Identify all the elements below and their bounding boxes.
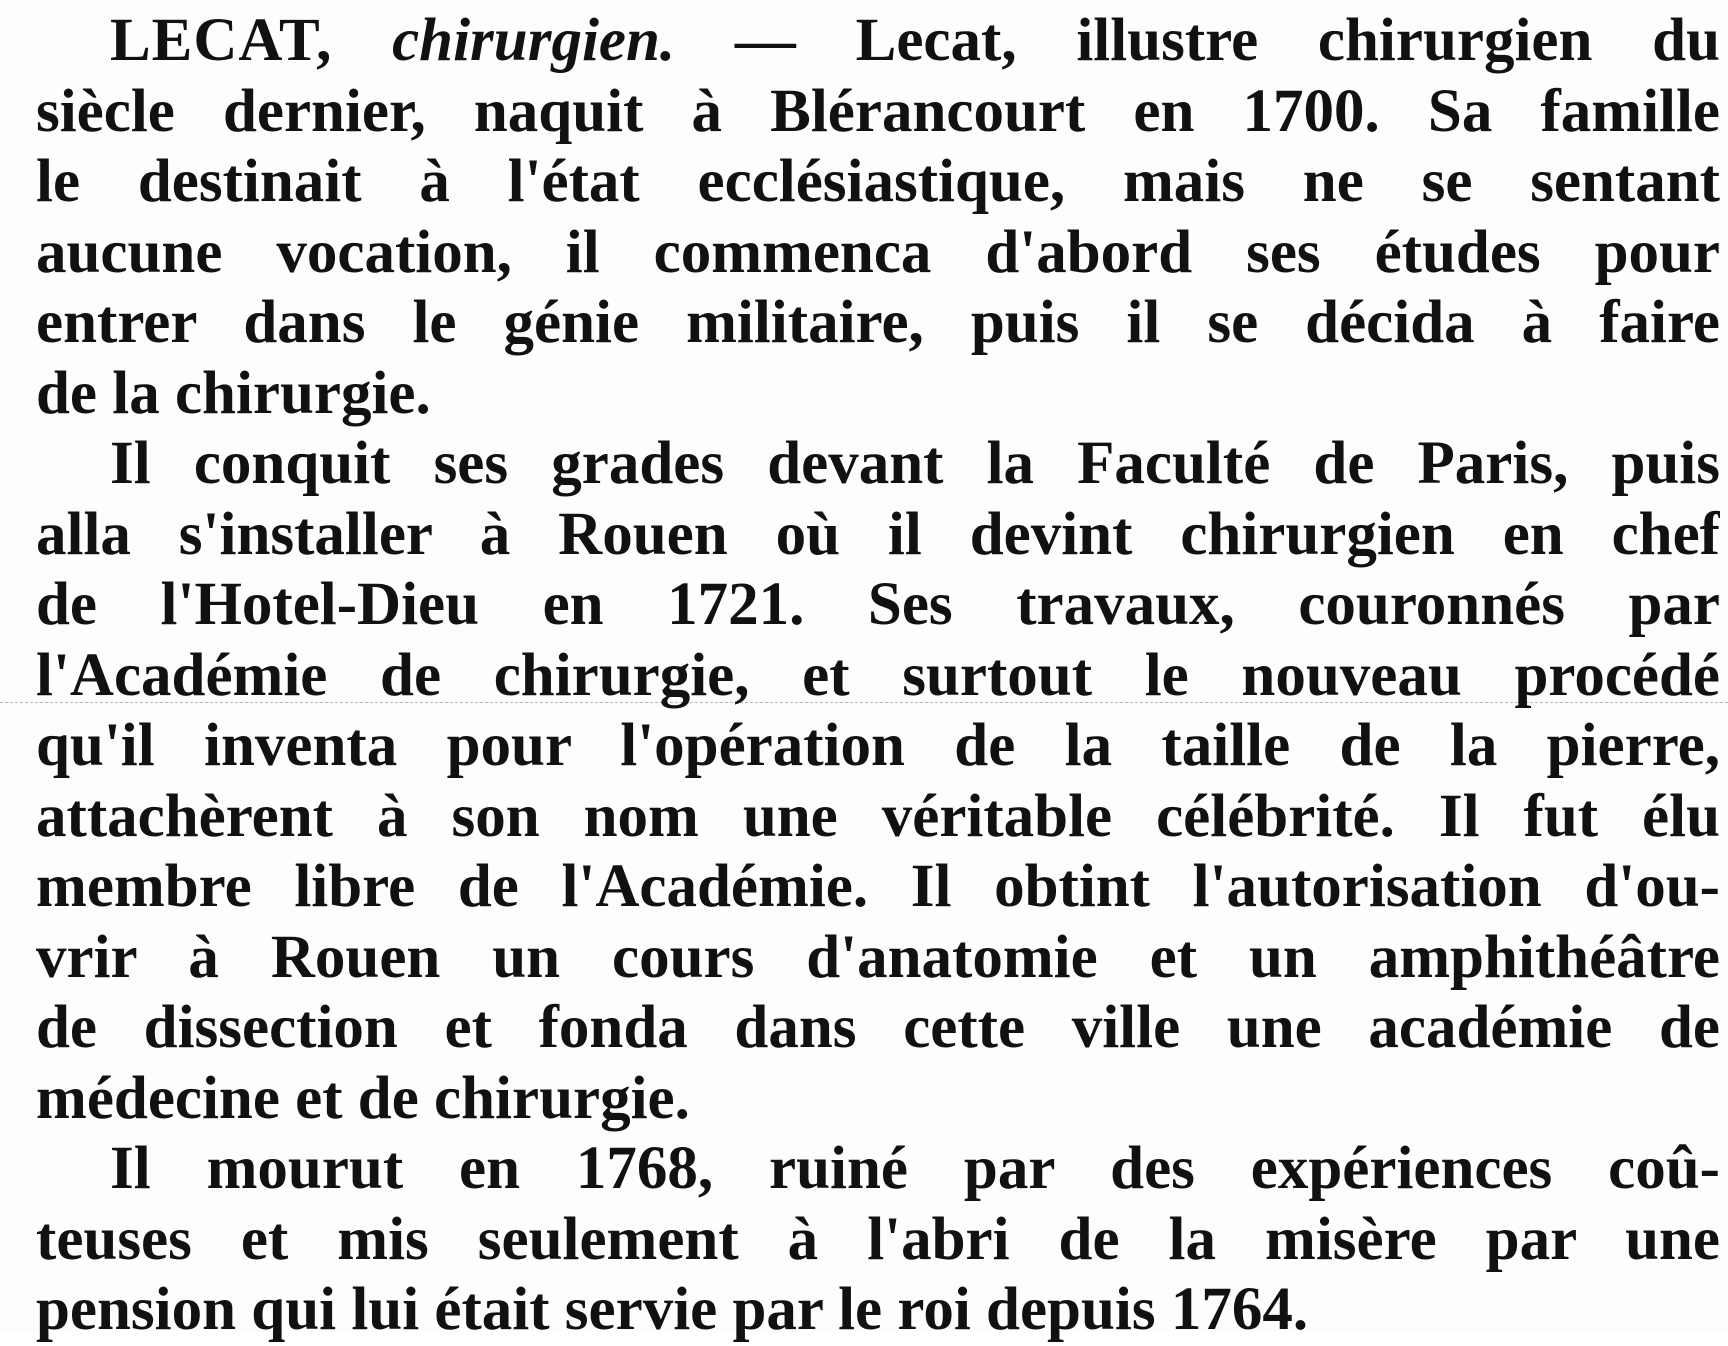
text-line: vrir à Rouen un cours d'anatomie et un amphithéâtre	[36, 923, 1720, 991]
text-line: qu'il inventa pour l'opération de la taille de la pierre,	[36, 712, 1720, 779]
text-line: de la chirurgie.	[36, 359, 431, 427]
text-line: de dissection et fonda dans cette ville une académie de	[36, 994, 1720, 1061]
paragraph-1	[36, 6, 1720, 429]
text-line: Il mourut en 1768, ruiné par des expériences coû-	[110, 1135, 1720, 1202]
text-line: pension qui lui était servie par le roi depuis 1764.	[36, 1276, 1309, 1343]
text-line: siècle dernier, naquit à Blérancourt en 1700. Sa famille	[36, 77, 1720, 145]
text-line: aucune vocation, il commenca d'abord ses études pour	[36, 218, 1720, 286]
text-line: le destinait à l'état ecclésiastique, mais ne se sentant	[36, 148, 1720, 215]
dictionary-entry	[36, 6, 1720, 1346]
entry-headword: LECAT,	[110, 7, 333, 74]
text-line: — Lecat, illustre chirurgien du	[734, 7, 1720, 74]
text-line: membre libre de l'Académie. Il obtint l'autorisation d'ou-	[36, 853, 1720, 920]
paragraph-2	[36, 429, 1720, 1134]
text-line: attachèrent à son nom une véritable célébrité. Il fut élu	[36, 782, 1720, 850]
paragraph-3	[36, 1134, 1720, 1346]
entry-first-line	[36, 6, 1720, 77]
text-line: l'Académie de chirurgie, et surtout le nouveau procédé	[36, 641, 1720, 709]
text-line: alla s'installer à Rouen où il devint chirurgien en chef	[36, 500, 1720, 568]
text-line: teuses et mis seulement à l'abri de la misère par une	[36, 1205, 1720, 1273]
text-line: de l'Hotel-Dieu en 1721. Ses travaux, couronnés par	[36, 571, 1720, 638]
text-line: entrer dans le génie militaire, puis il se décida à faire	[36, 289, 1720, 356]
text-line: médecine et de chirurgie.	[36, 1064, 690, 1132]
text-line: Il conquit ses grades devant la Faculté de Paris, puis	[110, 430, 1720, 497]
entry-profession: chirurgien.	[392, 7, 676, 74]
